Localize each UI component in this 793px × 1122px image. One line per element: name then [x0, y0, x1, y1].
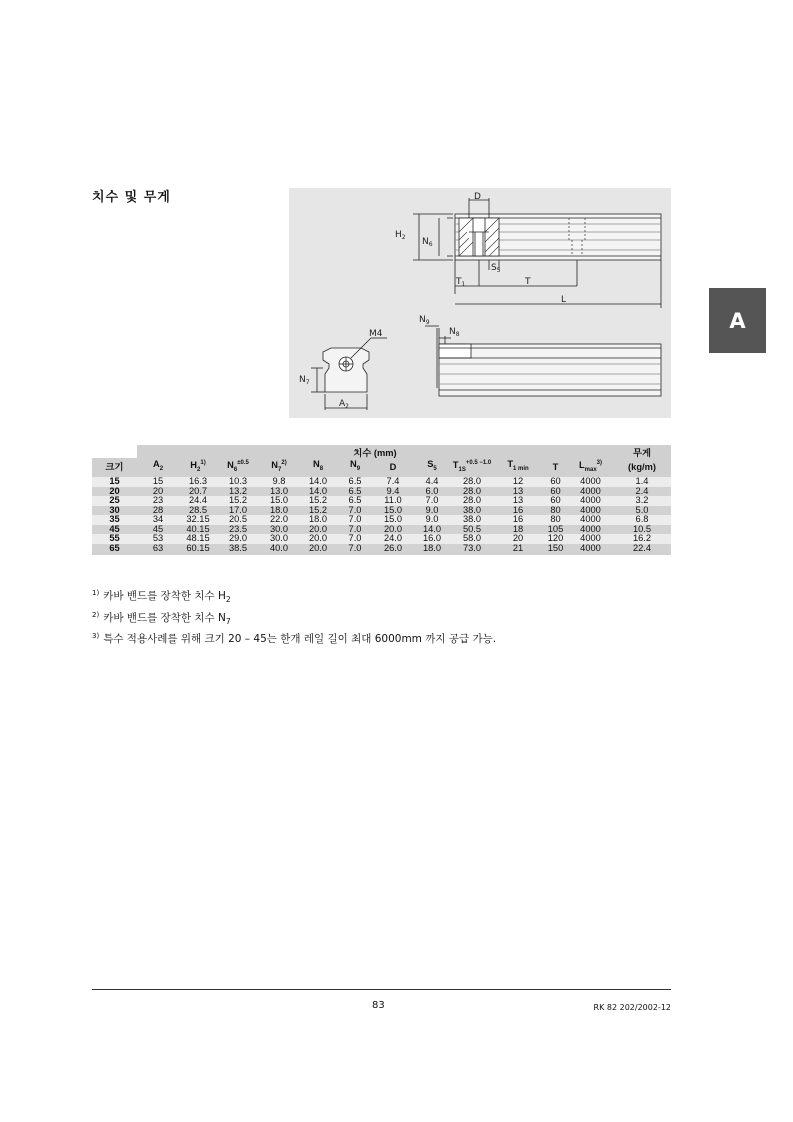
table-cell: 20.0	[373, 525, 413, 535]
technical-drawing	[289, 188, 671, 418]
table-cell: 10.3	[217, 477, 259, 487]
table-cell: 20.0	[299, 544, 337, 555]
table-cell: 53	[137, 534, 179, 544]
table-cell: 15.0	[259, 496, 299, 506]
table-cell: 21	[493, 544, 543, 555]
table-cell: 17.0	[217, 506, 259, 516]
table-cell: 14.0	[299, 487, 337, 497]
table-cell: 1.4	[613, 477, 671, 487]
svg-text:N7: $N_7$	[299, 375, 310, 386]
size-cell: 30	[92, 506, 137, 516]
table-cell: 120	[543, 534, 568, 544]
table-cell: 4000	[568, 525, 613, 535]
table-cell: 9.4	[373, 487, 413, 497]
column-header: (kg/m)	[613, 458, 671, 477]
table-cell: 18.0	[299, 515, 337, 525]
cover-band-drawing	[419, 315, 661, 396]
table-cell: 28	[137, 506, 179, 516]
table-cell: 18	[493, 525, 543, 535]
footer-divider	[92, 989, 671, 990]
svg-text:N6: $N_6$	[422, 237, 433, 248]
table-cell: 7.0	[337, 534, 373, 544]
table-cell: 45	[137, 525, 179, 535]
table-cell: 60	[543, 477, 568, 487]
table-cell: 3.2	[613, 496, 671, 506]
table-cell: 15	[137, 477, 179, 487]
svg-text:H2: $H_2$	[395, 230, 406, 241]
table-cell: 13	[493, 496, 543, 506]
table-cell: 15.2	[217, 496, 259, 506]
column-header: D	[373, 458, 413, 477]
footnote: $^{2)}$ 카바 밴드를 장착한 치수 $N_7$	[92, 610, 231, 626]
size-cell: 55	[92, 534, 137, 544]
table-cell: 38.0	[451, 506, 493, 516]
section-title: 치수 및 무게	[92, 190, 171, 205]
column-header: $T_{1 min}$	[493, 458, 543, 477]
table-cell: 7.4	[373, 477, 413, 487]
table-cell: 7.0	[413, 496, 451, 506]
table-cell: 13.2	[217, 487, 259, 497]
table-cell: 14.0	[299, 477, 337, 487]
table-cell: 18.0	[413, 544, 451, 555]
svg-text:S5: $S_5$	[491, 263, 501, 274]
table-cell: 16.3	[179, 477, 217, 487]
svg-text:T1: $T_1$	[456, 277, 466, 288]
column-header: $S_5$	[413, 458, 451, 477]
group-header: 치수 (mm)	[137, 445, 613, 458]
table-cell: 4000	[568, 506, 613, 516]
column-header: $N_9$	[337, 458, 373, 477]
table-cell: 9.8	[259, 477, 299, 487]
table-cell: 20	[137, 487, 179, 497]
section-tab: A	[709, 288, 766, 353]
table-cell: 20	[493, 534, 543, 544]
table-cell: 22.0	[259, 515, 299, 525]
table-cell: 6.0	[413, 487, 451, 497]
table-cell: 4000	[568, 544, 613, 555]
footnote: $^{3)}$ 특수 적용사례를 위해 크기 20 – 45는 한개 레일 길이 최대 6000mm 까지 공급 가능.	[92, 632, 497, 645]
table-cell: 26.0	[373, 544, 413, 555]
table-cell: 15.2	[299, 506, 337, 516]
table-cell: 7.0	[337, 525, 373, 535]
table-cell: 15.0	[373, 506, 413, 516]
table-cell: 7.0	[337, 515, 373, 525]
size-cell: 20	[92, 487, 137, 497]
footnote: $^{1)}$ 카바 밴드를 장착한 치수 $H_2$	[92, 589, 231, 604]
table-cell: 6.5	[337, 487, 373, 497]
table-cell: 28.5	[179, 506, 217, 516]
column-header: $N_6^{\pm 0.5}$	[217, 458, 259, 477]
column-header: 크기	[92, 458, 137, 477]
size-cell: 25	[92, 496, 137, 506]
table-cell: 15.2	[299, 496, 337, 506]
table-row	[92, 544, 671, 555]
table-cell: 16.2	[613, 534, 671, 544]
table-cell: 16.0	[413, 534, 451, 544]
table-cell: 38.5	[217, 544, 259, 555]
table-cell: 60	[543, 487, 568, 497]
size-cell: 65	[92, 544, 137, 555]
column-header: $N_7^{2)}$	[259, 458, 299, 477]
table-cell: 24.4	[179, 496, 217, 506]
page-number: 83	[372, 1000, 385, 1011]
table-cell: 73.0	[451, 544, 493, 555]
table-cell: 9.0	[413, 515, 451, 525]
table-cell: 14.0	[413, 525, 451, 535]
table-cell: 105	[543, 525, 568, 535]
table-cell: 11.0	[373, 496, 413, 506]
table-cell: 29.0	[217, 534, 259, 544]
footnotes	[92, 586, 496, 647]
table-cell: 16	[493, 506, 543, 516]
svg-text:L: L	[561, 295, 567, 305]
table-cell: 6.8	[613, 515, 671, 525]
svg-text:N9: $N_9$	[419, 315, 430, 326]
table-cell: 150	[543, 544, 568, 555]
table-cell: 28.0	[451, 477, 493, 487]
table-cell: 6.5	[337, 496, 373, 506]
rail-section-drawing	[395, 192, 661, 308]
svg-text:A2: $A_2$	[339, 399, 349, 410]
table-cell: 34	[137, 515, 179, 525]
table-cell: 20.0	[299, 534, 337, 544]
document-code: RK 82 202/2002-12	[593, 1003, 671, 1012]
table-cell: 7.0	[337, 544, 373, 555]
weight-header: 무게	[613, 445, 671, 458]
size-cell: 35	[92, 515, 137, 525]
table-cell: 63	[137, 544, 179, 555]
table-cell: 58.0	[451, 534, 493, 544]
rail-profile-drawing	[299, 329, 387, 410]
column-header: $N_8$	[299, 458, 337, 477]
column-header: $T_{1S}^{+0.5 -1.0}$	[451, 458, 493, 477]
table-cell: 4000	[568, 477, 613, 487]
table-cell: 28.0	[451, 496, 493, 506]
table-cell: 40.15	[179, 525, 217, 535]
table-cell: 13.0	[259, 487, 299, 497]
table-cell: 20.0	[299, 525, 337, 535]
table-cell: 80	[543, 506, 568, 516]
table-cell: 80	[543, 515, 568, 525]
size-cell: 15	[92, 477, 137, 487]
table-cell: 4000	[568, 487, 613, 497]
table-cell: 6.5	[337, 477, 373, 487]
table-cell: 4000	[568, 515, 613, 525]
table-cell: 60.15	[179, 544, 217, 555]
size-cell: 45	[92, 525, 137, 535]
table-cell: 48.15	[179, 534, 217, 544]
table-cell: 4000	[568, 534, 613, 544]
table-cell: 18.0	[259, 506, 299, 516]
svg-text:N8: $N_8$	[449, 327, 460, 338]
table-cell: 4.4	[413, 477, 451, 487]
table-cell: 24.0	[373, 534, 413, 544]
dimensions-table	[92, 445, 671, 555]
table-cell: 22.4	[613, 544, 671, 555]
table-cell: 13	[493, 487, 543, 497]
table-cell: 60	[543, 496, 568, 506]
table-cell: 30.0	[259, 534, 299, 544]
table-cell: 30.0	[259, 525, 299, 535]
table-cell: 20.5	[217, 515, 259, 525]
column-header: $A_2$	[137, 458, 179, 477]
table-cell: 15.0	[373, 515, 413, 525]
label-D: D	[474, 192, 481, 202]
svg-text:T: T	[525, 277, 531, 287]
table-cell: 12	[493, 477, 543, 487]
column-header: $H_2^{1)}$	[179, 458, 217, 477]
svg-text:M4: M4	[369, 329, 383, 339]
column-header: T	[543, 458, 568, 477]
table-cell: 2.4	[613, 487, 671, 497]
table-cell: 32.15	[179, 515, 217, 525]
table-cell: 16	[493, 515, 543, 525]
table-cell: 20.7	[179, 487, 217, 497]
table-cell: 38.0	[451, 515, 493, 525]
table-cell: 9.0	[413, 506, 451, 516]
table-cell: 23	[137, 496, 179, 506]
table-cell: 23.5	[217, 525, 259, 535]
column-header: $L_{max}^{3)}$	[568, 458, 613, 477]
table-cell: 50.5	[451, 525, 493, 535]
table-cell: 28.0	[451, 487, 493, 497]
table-cell: 5.0	[613, 506, 671, 516]
table-cell: 7.0	[337, 506, 373, 516]
table-cell: 4000	[568, 496, 613, 506]
table-cell: 40.0	[259, 544, 299, 555]
table-cell: 10.5	[613, 525, 671, 535]
